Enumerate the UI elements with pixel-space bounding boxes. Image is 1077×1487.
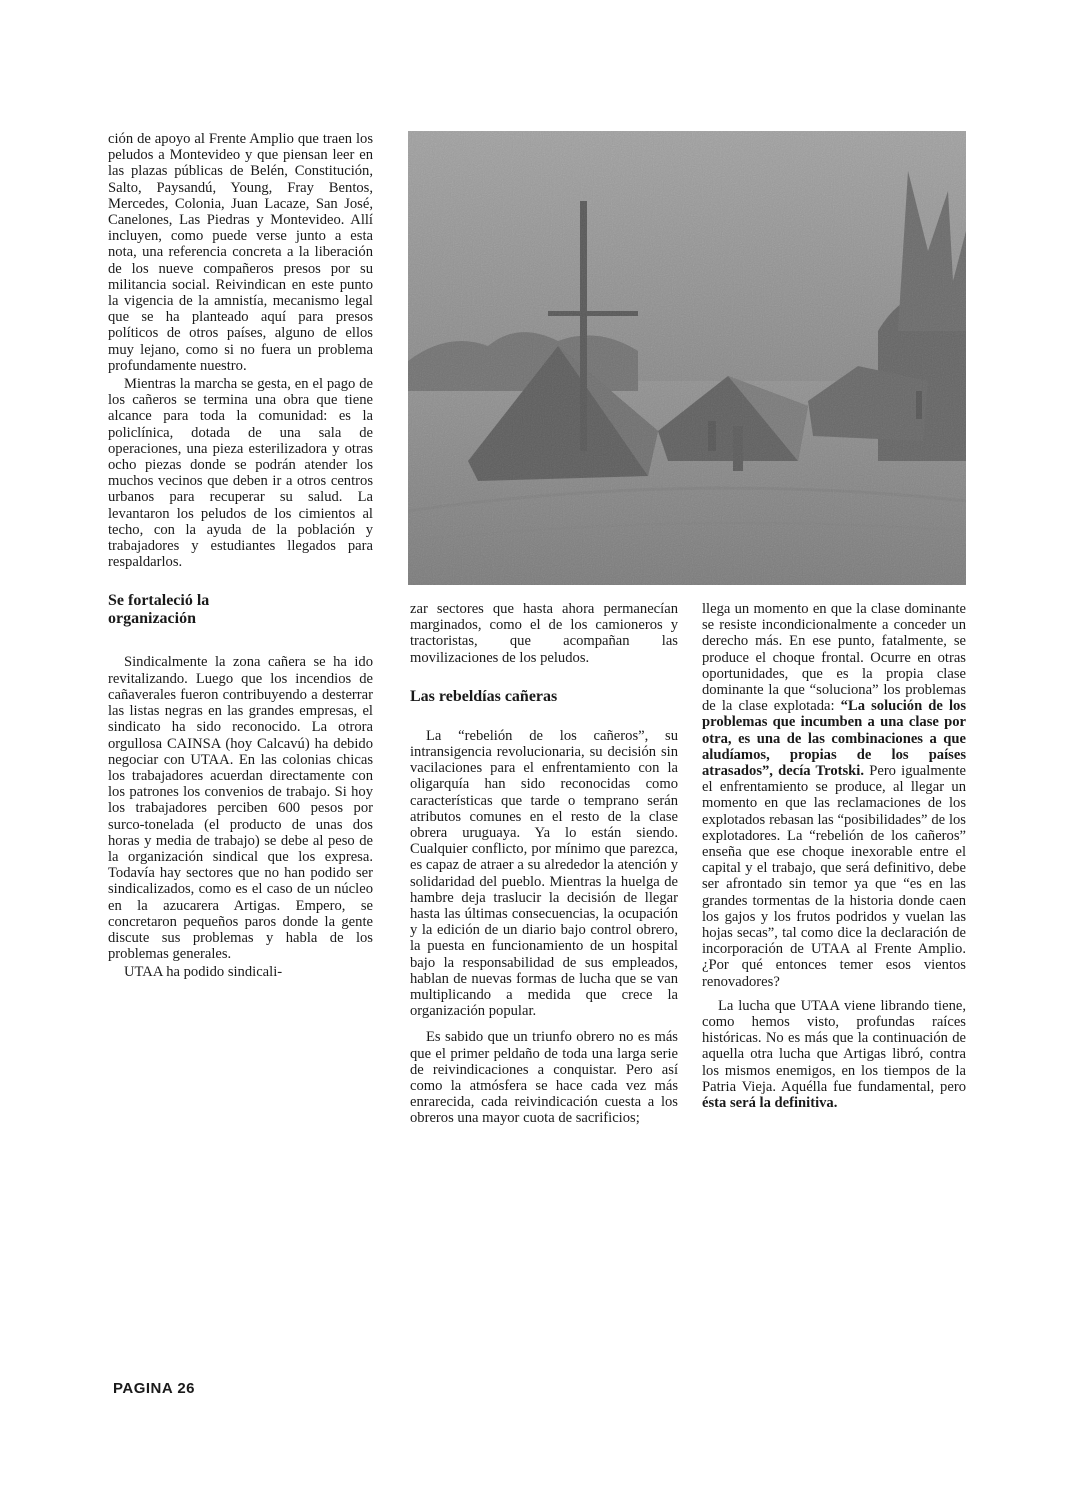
col2-paragraph-1: zar sectores que hasta ahora permanecían marginados, como el de los camioneros y tractoristas, que acompañan las movilizaciones de los peludos. bbox=[410, 601, 678, 666]
col3-paragraph-1 bbox=[702, 601, 966, 990]
col1-paragraph-1: ción de apoyo al Frente Amplio que traen los peludos a Montevideo y que piensan leer en las plazas públicas de Belén, Constitución, Salto, Paysandú, Young, Fray Bentos, Mercedes, Colonia, Juan Lacaze, San José, Canelones, Las Piedras y Montevideo. Allí incluyen, como puede verse junto a esta nota, una referencia concreta a la liberación de los nueve compañeros presos por su militancia social. Reivindican en este punto la vigencia de la amnistía, mecanismo legal que se ha planteado aquí para presos políticos de otros países, alguno de ellos muy lejano, como si no fuera un problema profundamente nuestro. bbox=[108, 131, 373, 374]
column-1 bbox=[108, 131, 373, 981]
col2-paragraph-2: La “rebelión de los cañeros”, su intransigencia revolucionaria, su decisión sin vacilaciones para el enfrentamiento con la oligarquía han sido reconocidas como características que tarde o temprano serán atributos comunes en el resto de la clase obrera uruguaya. Ya lo están siendo. Cualquier conflicto, por mínimo que parezca, es capaz de atraer a su alrededor la atención y solidaridad del pueblo. Mientras la huelga de hambre deja traslucir la decisión de llegar hasta las últimas consecuencias, la ocupación y la edición de un diario bajo control obrero, la puesta en funcionamiento de un hospital bajo la responsabilidad de sus empleados, hablan de nuevas formas de lucha que se van multiplicando a medida que crece la organización popular. bbox=[410, 727, 678, 1020]
page-number: PAGINA 26 bbox=[113, 1380, 196, 1397]
column-2 bbox=[410, 601, 678, 1127]
col1-paragraph-4: UTAA ha podido sindicali- bbox=[124, 964, 283, 981]
col3-text-1: llega un momento en que la clase dominante se resiste incondicionalmente a conceder un derecho más. En ese punto, fatalmente, se produce el choque frontal. Ocurre en otras oportunidades, que es la propia clase dominante la que “soluciona” los problemas de la clase explotada: bbox=[702, 601, 966, 715]
col3-text-2: La lucha que UTAA viene librando tiene, como hemos visto, profundas raíces históricas. No es más que la continuación de aquella otra lucha que Artigas libró, contra los mismos enemigos, en los tiempos de la Patria Vieja. Aquélla fue fundamental, pero bbox=[702, 997, 966, 1095]
col1-paragraph-3: Sindicalmente la zona cañera se ha ido revitalizando. Luego que los incendios de cañaverales fueron contribuyendo a desterrar las listas negras en las grandes empresas, el sindicato ha sido reconocido. La otrora orgullosa CAINSA (hoy Calcavú) ha debido negociar con UTAA. En las colonias chicas los trabajadores acuerdan directamente con los patrones los convenios de trabajo. Si hoy los trabajadores perciben 600 pesos por surco-tonelada (el producto de unas dos horas y media de trabajo) se debe al peso de la organización sindical que los expresa. Todavía hay sectores que no han podido ser sindicalizados, como es el caso de un núcleo en la azucarera Artigas. Empero, se concretaron pequeños paros donde la gente discute sus problemas y habla de los problemas generales. bbox=[108, 654, 373, 963]
col3-paragraph-2 bbox=[702, 998, 966, 1111]
col2-paragraph-3: Es sabido que un triunfo obrero no es más que el primer peldaño de toda una larga serie de reivindicaciones a conquistar. Pero así como la atmósfera se hace cada vez más enrarecida, cada reivindicación cuesta a los obreros una mayor cuota de sacrificios; bbox=[410, 1029, 678, 1127]
section-heading-rebeldias: Las rebeldías cañeras bbox=[410, 687, 558, 705]
photo-illustration bbox=[408, 131, 966, 585]
section-heading-organizacion: Se fortaleció la organización bbox=[108, 592, 210, 628]
column-3 bbox=[702, 601, 966, 1111]
trotski-quote: “La solución de los problemas que incumben a una clase por otra, es una de las combinaciones a que aludíamos, propias de los países atrasados”, decía Trotski. bbox=[702, 698, 967, 780]
col3-closing: ésta será la definitiva. bbox=[702, 1095, 838, 1112]
col3-text-1b: Pero igualmente el enfrentamiento se produce, al llegar un momento en que las reclamaciones de los explotados rebasan las “posibilidades” de los explotadores. La “rebelión de los cañeros” enseña que ese choque inexorable entre el capital y el trabajo, que será definitivo, debe ser afrontado sin temor ya que “es en las grandes tormentas de la historia donde caen los gajos y los frutos podridos y vuelan las hojas secas”, tal como dice la declaración de incorporación de UTAA al Frente Amplio. ¿Por qué entonces temer esos vientos renovadores? bbox=[702, 763, 966, 990]
col1-paragraph-2: Mientras la marcha se gesta, en el pago de los cañeros se termina una obra que tiene alcance para toda la comunidad: es la policlínica, dotada de una sala de operaciones, una pieza esterilizadora y otras ocho piezas donde se podrán atender los muchos vecinos que deben ir a otros centros urbanos para recuperar su salud. La levantaron los peludos de los cimientos al techo, con la ayuda de la población y trabajadores y estudiantes llegados para respaldarlos. bbox=[108, 376, 373, 571]
news-photo bbox=[408, 131, 966, 585]
